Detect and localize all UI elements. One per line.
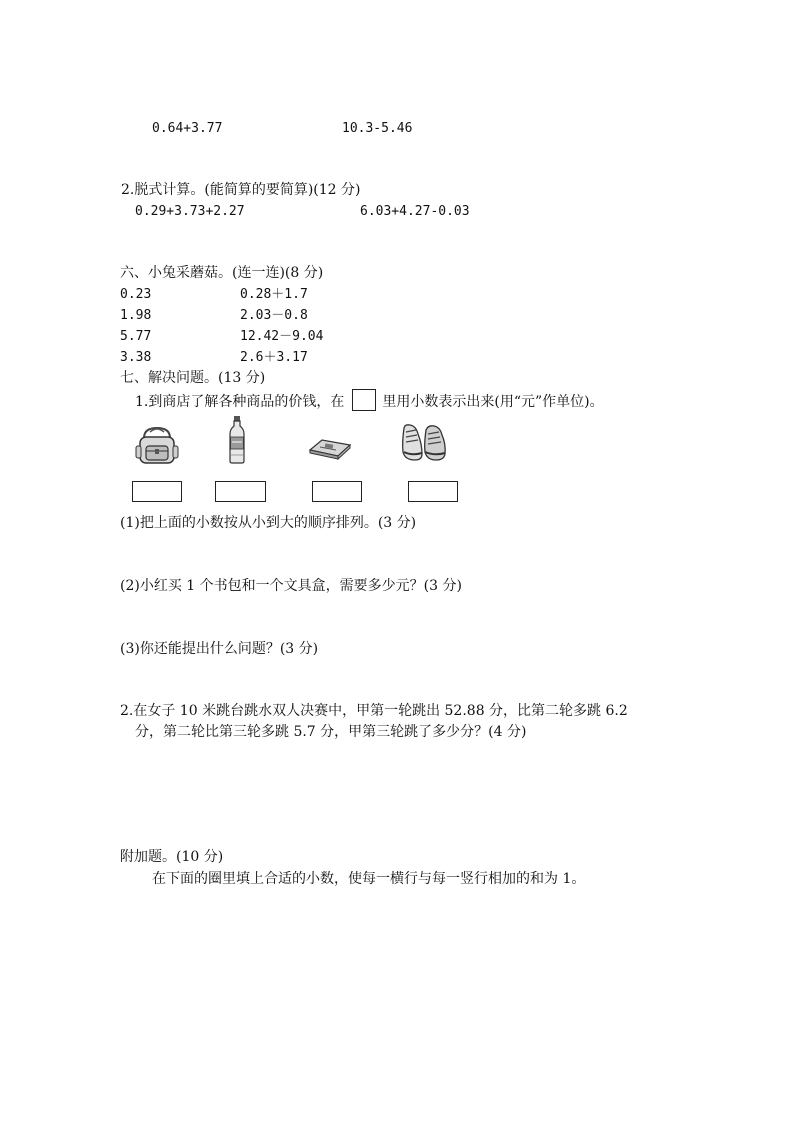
pencil-box-icon [306, 436, 352, 460]
q7-2-line2: 分，第二轮比第三轮多跳 5.7 分，甲第三轮跳了多少分？(4 分) [135, 724, 527, 740]
right-expr: 2.6＋3.17 [240, 350, 308, 365]
bottle-icon [227, 415, 247, 465]
section-7-title: 七、解决问题。(13 分) [120, 370, 266, 386]
backpack-icon [134, 424, 180, 466]
right-expr: 2.03－0.8 [240, 308, 308, 323]
price-input-pencil-box[interactable] [312, 481, 362, 502]
q7-1-sub2: (2)小红买 1 个书包和一个文具盒，需要多少元？(3 分) [120, 578, 462, 594]
bonus-title: 附加题。(10 分) [120, 849, 224, 865]
q7-1-sub3: (3)你还能提出什么问题？(3 分) [120, 641, 319, 657]
expr-1: 0.64+3.77 [152, 121, 223, 136]
answer-box-sample [352, 389, 376, 411]
expr-3: 0.29+3.73+2.27 [135, 204, 245, 219]
q2-title: 2.脱式计算。(能简算的要简算)(12 分) [121, 182, 361, 198]
price-input-shoes[interactable] [408, 481, 458, 502]
bonus-text: 在下面的圈里填上合适的小数，使每一横行与每一竖行相加的和为 1。 [152, 871, 586, 887]
left-value: 3.38 [120, 350, 152, 365]
price-input-bottle[interactable] [215, 481, 266, 502]
expr-4: 6.03+4.27-0.03 [360, 204, 470, 219]
left-value: 0.23 [120, 287, 152, 302]
q7-2-line1: 2.在女子 10 米跳台跳水双人决赛中，甲第一轮跳出 52.88 分，比第二轮多跳 6.2 [120, 703, 628, 719]
q7-1-prefix: 1.到商店了解各种商品的价钱，在 [135, 394, 345, 410]
shoes-icon [398, 420, 450, 464]
q7-1-sub1: (1)把上面的小数按从小到大的顺序排列。(3 分) [120, 515, 417, 531]
left-value: 1.98 [120, 308, 152, 323]
left-value: 5.77 [120, 329, 152, 344]
q7-1-prompt [135, 389, 604, 411]
right-expr: 12.42－9.04 [240, 329, 324, 344]
price-input-backpack[interactable] [132, 481, 182, 502]
section-6-title: 六、小兔采蘑菇。(连一连)(8 分) [120, 265, 324, 281]
expr-2: 10.3-5.46 [342, 121, 413, 136]
q7-1-suffix: 里用小数表示出来(用“元”作单位)。 [382, 394, 604, 410]
right-expr: 0.28＋1.7 [240, 287, 308, 302]
